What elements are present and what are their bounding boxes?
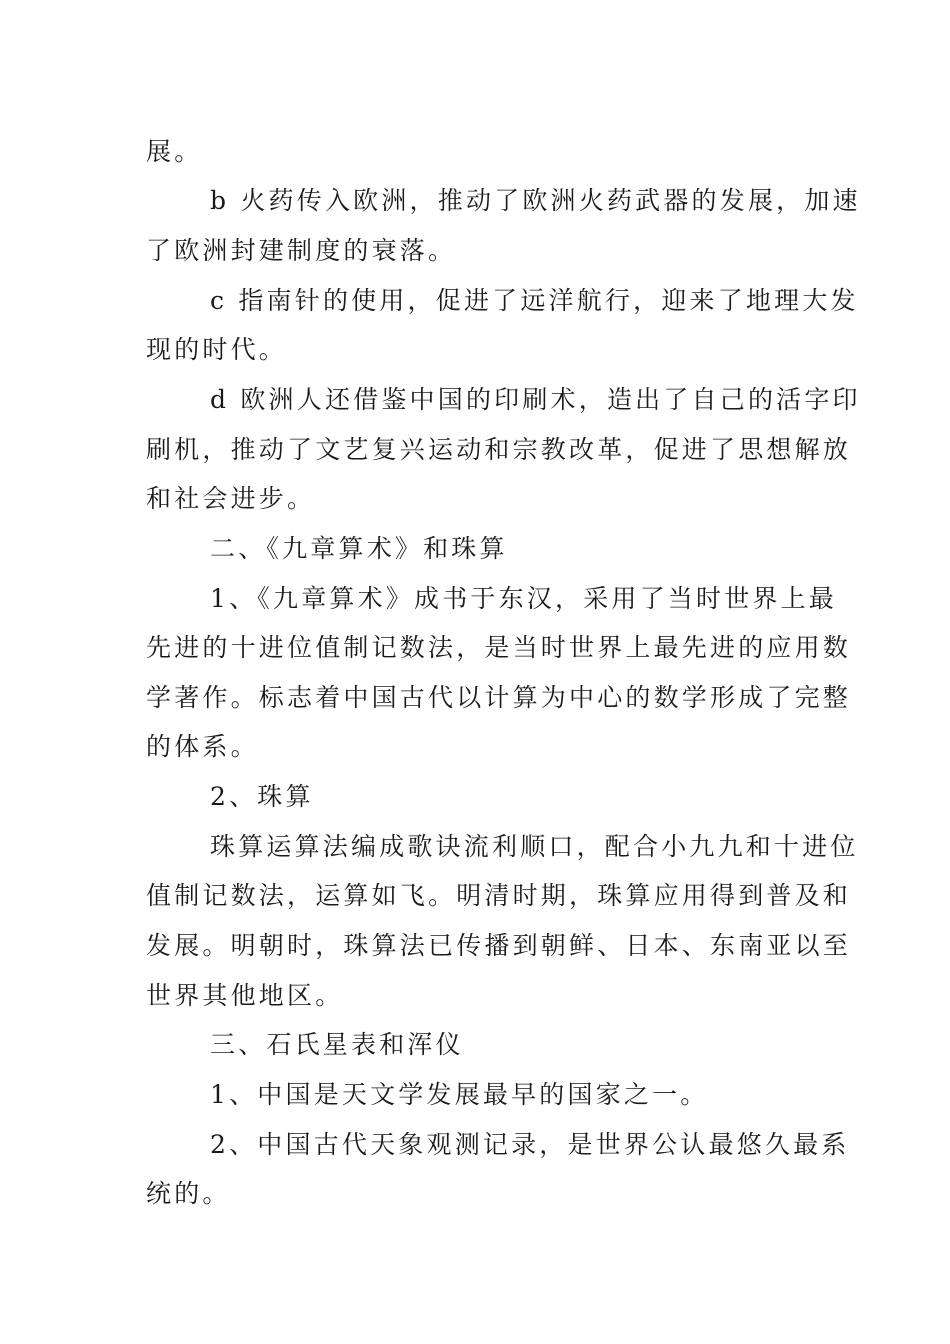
text-line: c 指南针的使用，促进了远洋航行，迎来了地理大发 [210,286,859,315]
section-heading: 三、石氏星表和浑仪 [210,1030,464,1059]
text-line: 值制记数法，运算如飞。明清时期，珠算应用得到普及和 [146,881,852,910]
subsection-heading: 2、珠算 [210,782,314,811]
text-line: 和社会进步。 [146,484,316,513]
text-line: 展。 [146,137,203,166]
text-line: d 欧洲人还借鉴中国的印刷术，造出了自己的活字印 [210,385,861,414]
text-line: 学著作。标志着中国古代以计算为中心的数学形成了完整 [146,683,852,712]
text-line: 先进的十进位值制记数法，是当时世界上最先进的应用数 [146,633,852,662]
text-line: 发展。明朝时，珠算法已传播到朝鲜、日本、东南亚以至 [146,931,852,960]
text-line: 刷机，推动了文艺复兴运动和宗教改革，促进了思想解放 [146,435,852,464]
text-line: 的体系。 [146,732,259,761]
section-heading: 二、《九章算术》和珠算 [210,534,508,563]
text-line: 2、中国古代天象观测记录，是世界公认最悠久最系 [210,1130,850,1159]
text-line: 世界其他地区。 [146,981,344,1010]
text-line: 1、中国是天文学发展最早的国家之一。 [210,1080,709,1109]
text-line: 现的时代。 [146,335,288,364]
text-line: 1、《九章算术》成书于东汉，采用了当时世界上最 [210,584,838,613]
text-line: b 火药传入欧洲，推动了欧洲火药武器的发展，加速 [210,186,861,215]
text-line: 统的。 [146,1179,231,1208]
text-line: 珠算运算法编成歌诀流利顺口，配合小九九和十进位 [210,832,859,861]
text-line: 了欧洲封建制度的衰落。 [146,236,457,265]
